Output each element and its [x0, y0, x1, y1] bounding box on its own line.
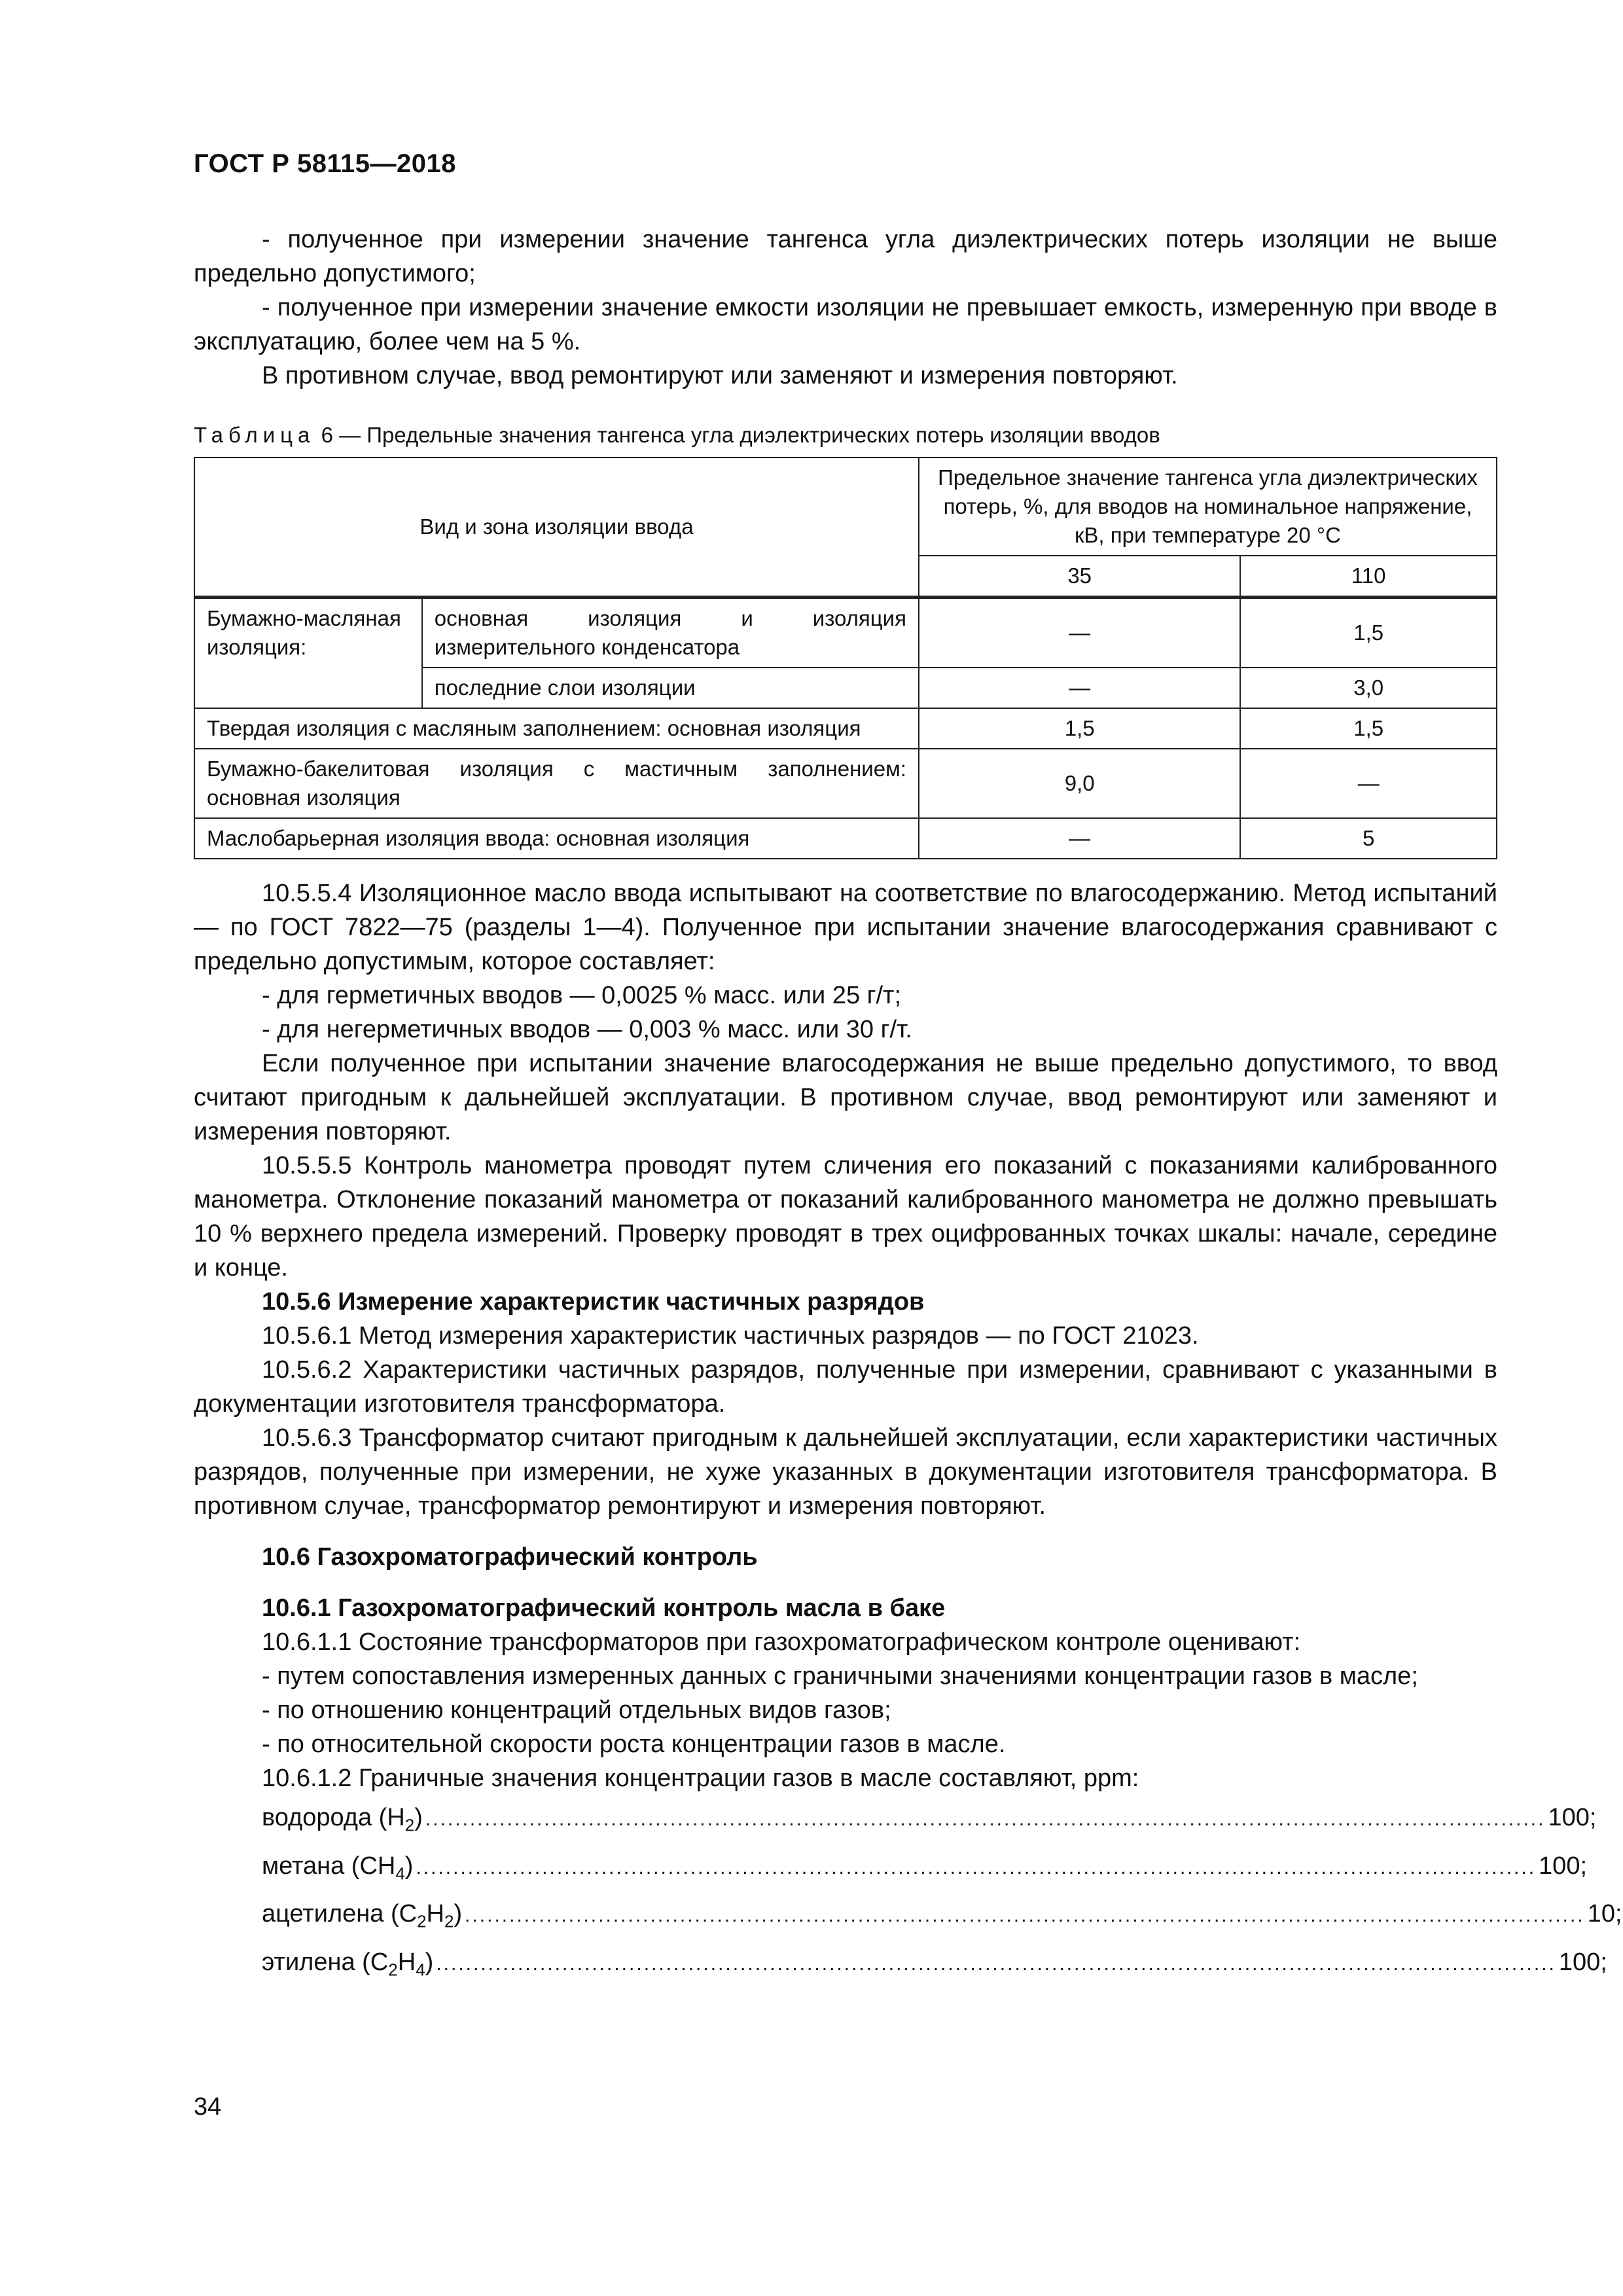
table-cell-value: 1,5	[1240, 708, 1497, 749]
table-cell-group: Бумажно-масляная изоляция:	[194, 598, 422, 709]
page-number: 34	[194, 2093, 222, 2121]
table-cell-zone: Бумажно-бакелитовая изоляция с мастичным заполнением: основная изоляция	[194, 749, 919, 818]
table-cell-value: —	[1240, 749, 1497, 818]
paragraph: 10.5.6.3 Трансформатор считают пригодным к дальнейшей эксплуатации, если характеристики частичных разрядов, полученные при измерении, не хуже указанных в документации изготовителя трансформатора. В противном случае, трансформатор ремонтируют и измерения повторяют.	[194, 1424, 1497, 1520]
gas-name: ацетилена $(C_2H_2)$	[262, 1900, 463, 1931]
table-cell-zone: основная изоляция и изоляция измерительного конденсатора	[422, 598, 919, 668]
gas-value: 100;	[1539, 1852, 1588, 1880]
subsection-title: 10.6.1 Газохроматографический контроль масла в баке	[262, 1594, 946, 1622]
table-cell-value: —	[919, 598, 1240, 668]
table-row	[194, 598, 1497, 668]
table-row	[194, 749, 1497, 818]
gas-value: 10;	[1587, 1900, 1622, 1928]
table-row	[194, 708, 1497, 749]
paragraph: 10.6.1.1 Состояние трансформаторов при газохроматографическом контроле оценивают:	[262, 1628, 1301, 1656]
paragraph: 10.5.6.1 Метод измерения характеристик частичных разрядов — по ГОСТ 21023.	[262, 1322, 1199, 1350]
table-cell-zone: Твердая изоляция с масляным заполнением: основная изоляция	[194, 708, 919, 749]
table-cell-zone: Маслобарьерная изоляция ввода: основная изоляция	[194, 818, 919, 859]
gas-name: водорода $(H_2)$	[262, 1804, 423, 1835]
section-title: 10.6 Газохроматографический контроль	[262, 1543, 758, 1571]
gas-limit-row	[262, 1801, 1597, 1842]
gas-value: 100;	[1548, 1804, 1597, 1831]
dot-leader: .......................................................................................................................................................	[465, 1905, 1585, 1927]
table-head-type: Вид и зона изоляции ввода	[194, 457, 919, 598]
paragraph: Если полученное при испытании значение влагосодержания не выше предельно допустимого, то ввод считают пригодным к дальнейшей эксплуатации. В противном случае, ввод ремонтируют или заменяют и измерения повторяют.	[194, 1050, 1497, 1145]
paragraph: В противном случае, ввод ремонтируют или заменяют и измерения повторяют.	[262, 362, 1178, 389]
paragraph: - по относительной скорости роста концентрации газов в масле.	[262, 1731, 1006, 1758]
table-cell-value: 5	[1240, 818, 1497, 859]
table-row	[194, 818, 1497, 859]
document-header: ГОСТ Р 58115—2018	[194, 149, 456, 178]
dot-leader: .......................................................................................................................................................	[416, 1856, 1537, 1878]
paragraph: - для негерметичных вводов — 0,003 % масс. или 30 г/т.	[262, 1016, 912, 1043]
gas-limit-row	[262, 1945, 1607, 1987]
paragraph: 10.6.1.2 Граничные значения концентрации газов в масле составляют, ppm:	[262, 1765, 1139, 1792]
section-title: 10.5.6 Измерение характеристик частичных разрядов	[262, 1288, 925, 1316]
table-head-voltage-110: 110	[1240, 556, 1497, 598]
dot-leader: .......................................................................................................................................................	[436, 1952, 1556, 1975]
paragraph: - полученное при измерении значение тангенса угла диэлектрических потерь изоляции не выше предельно допустимого;	[194, 226, 1497, 287]
gas-limit-row	[262, 1897, 1622, 1939]
table-caption-word: Таблица	[194, 423, 315, 447]
table-cell-zone: последние слои изоляции	[422, 668, 919, 708]
paragraph: 10.5.6.2 Характеристики частичных разрядов, полученные при измерении, сравнивают с указанными в документации изготовителя трансформатора.	[194, 1356, 1497, 1418]
table-head-voltage-35: 35	[919, 556, 1240, 598]
paragraph: - по отношению концентраций отдельных видов газов;	[262, 1696, 891, 1724]
table-caption-text: 6 — Предельные значения тангенса угла диэлектрических потерь изоляции вводов	[321, 423, 1160, 447]
table-cell-value: 1,5	[1240, 598, 1497, 668]
table-cell-value: 3,0	[1240, 668, 1497, 708]
table-6	[194, 457, 1497, 859]
paragraph: 10.5.5.5 Контроль манометра проводят путем сличения его показаний с показаниями калиброванного манометра. Отклонение показаний манометра от показаний калиброванного манометра не должно превышать 10 % верхнего предела измерений. Проверку проводят в трех оцифрованных точках шкалы: начале, середине и конце.	[194, 1152, 1497, 1282]
table-head-limit: Предельное значение тангенса угла диэлектрических потерь, %, для вводов на номинальное напряжение, кВ, при температуре 20 °С	[919, 457, 1497, 556]
gas-name: этилена $(C_2H_4)$	[262, 1948, 434, 1980]
table-cell-value: —	[919, 668, 1240, 708]
gas-name: метана $(CH_4)$	[262, 1852, 414, 1884]
gas-value: 100;	[1558, 1948, 1607, 1976]
table-cell-value: 1,5	[919, 708, 1240, 749]
dot-leader: .......................................................................................................................................................	[425, 1808, 1546, 1830]
gas-limit-row	[262, 1849, 1588, 1891]
paragraph: - полученное при измерении значение емкости изоляции не превышает емкость, измеренную при вводе в эксплуатацию, более чем на 5 %.	[194, 294, 1497, 355]
table-cell-value: —	[919, 818, 1240, 859]
paragraph: 10.5.5.4 Изоляционное масло ввода испытывают на соответствие по влагосодержанию. Метод испытаний — по ГОСТ 7822—75 (разделы 1—4). Полученное при испытании значение влагосодержания сравнивают с предельно допустимым, которое составляет:	[194, 880, 1497, 975]
paragraph: - для герметичных вводов — 0,0025 % масс. или 25 г/т;	[262, 982, 902, 1009]
paragraph: - путем сопоставления измеренных данных с граничными значениями концентрации газов в масле;	[262, 1662, 1418, 1690]
table-caption	[194, 422, 1497, 449]
table-cell-value: 9,0	[919, 749, 1240, 818]
document-body	[194, 223, 1622, 1986]
